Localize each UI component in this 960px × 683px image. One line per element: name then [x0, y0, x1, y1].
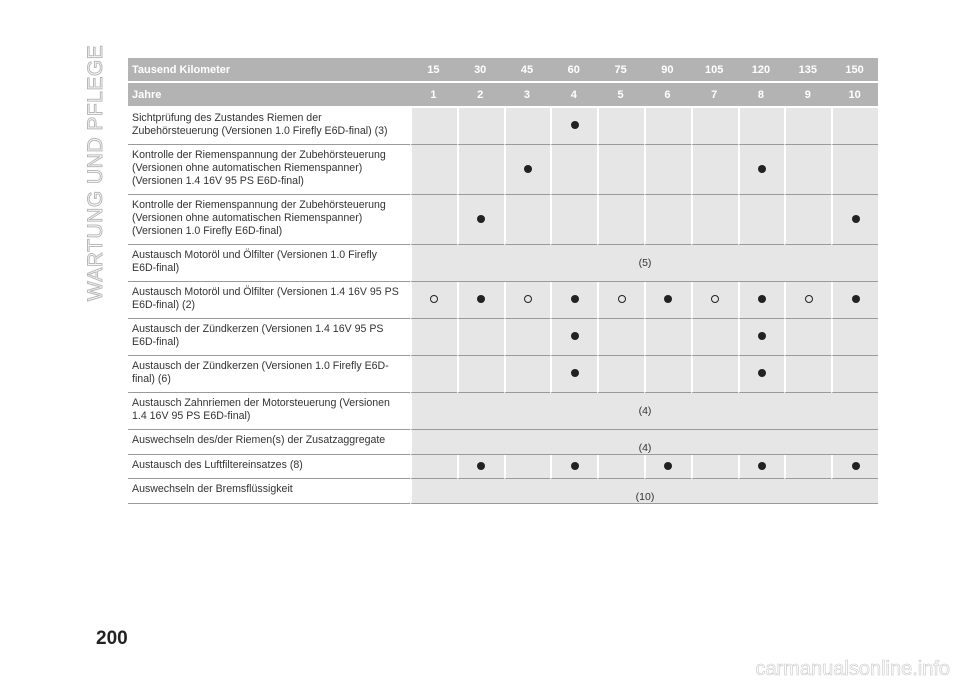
interval-cell [644, 356, 691, 393]
header-km-row-value: 105 [691, 58, 738, 83]
operation-description: Kontrolle der Riemenspannung der Zubehörsteuerung (Versionen ohne automatischen Riemenspanner) (Versionen 1.4 16V 95 PS E6D-final) [128, 145, 410, 195]
operation-description: Auswechseln des/der Riemen(s) der Zusatzaggregate [128, 430, 410, 455]
interval-cell [597, 145, 644, 195]
header-year-row-value: 10 [831, 83, 878, 108]
interval-cell [550, 282, 597, 319]
interval-cell [457, 455, 504, 479]
interval-cell [550, 356, 597, 393]
header-km-row-value: 90 [644, 58, 691, 83]
filled-dot-icon [571, 121, 579, 129]
interval-cell [550, 455, 597, 479]
filled-dot-icon [758, 165, 766, 173]
interval-cell [691, 108, 738, 145]
header-year-row-value: 1 [410, 83, 457, 108]
interval-cell [831, 356, 878, 393]
interval-cell [410, 319, 457, 356]
schedule-row [128, 393, 878, 430]
interval-cell [691, 195, 738, 245]
filled-dot-icon [477, 462, 485, 470]
interval-cell [644, 319, 691, 356]
filled-dot-icon [758, 332, 766, 340]
interval-cell [644, 145, 691, 195]
filled-dot-icon [477, 215, 485, 223]
header-year-row [128, 83, 878, 108]
interval-cell [784, 195, 831, 245]
interval-cell [644, 455, 691, 479]
interval-cell [784, 356, 831, 393]
filled-dot-icon [664, 462, 672, 470]
hollow-circle-icon [711, 295, 719, 303]
interval-cell [691, 145, 738, 195]
section-title-text: WARTUNG UND PFLEGE [84, 44, 107, 301]
interval-cell [831, 108, 878, 145]
schedule-note: (4) [410, 393, 878, 430]
interval-cell [784, 108, 831, 145]
filled-dot-icon [852, 462, 860, 470]
interval-cell [410, 108, 457, 145]
interval-cell [691, 356, 738, 393]
operation-description: Austausch der Zündkerzen (Versionen 1.0 Firefly E6D-final) (6) [128, 356, 410, 393]
schedule-row [128, 245, 878, 282]
filled-dot-icon [477, 295, 485, 303]
schedule-row [128, 319, 878, 356]
interval-cell [597, 356, 644, 393]
filled-dot-icon [852, 295, 860, 303]
interval-cell [691, 282, 738, 319]
header-km-row-value: 120 [738, 58, 785, 83]
schedule-note: (4) [410, 430, 878, 455]
interval-cell [597, 195, 644, 245]
filled-dot-icon [758, 369, 766, 377]
header-year-row-label: Jahre [128, 83, 410, 108]
interval-cell [457, 108, 504, 145]
operation-description: Austausch Motoröl und Ölfilter (Versionen 1.0 Firefly E6D-final) [128, 245, 410, 282]
filled-dot-icon [571, 332, 579, 340]
interval-cell [597, 108, 644, 145]
header-year-row-value: 2 [457, 83, 504, 108]
interval-cell [457, 282, 504, 319]
interval-cell [784, 145, 831, 195]
interval-cell [784, 282, 831, 319]
interval-cell [644, 195, 691, 245]
interval-cell [504, 455, 551, 479]
interval-cell [738, 282, 785, 319]
schedule-row [128, 195, 878, 245]
interval-cell [504, 195, 551, 245]
interval-cell [784, 319, 831, 356]
interval-cell [738, 145, 785, 195]
schedule-row [128, 356, 878, 393]
interval-cell [644, 282, 691, 319]
filled-dot-icon [524, 165, 532, 173]
interval-cell [831, 455, 878, 479]
interval-cell [784, 455, 831, 479]
header-km-row-value: 135 [784, 58, 831, 83]
interval-cell [410, 282, 457, 319]
header-km-row-value: 75 [597, 58, 644, 83]
operation-description: Sichtprüfung des Zustandes Riemen der Zubehörsteuerung (Versionen 1.0 Firefly E6D-final) (3) [128, 108, 410, 145]
interval-cell [738, 455, 785, 479]
filled-dot-icon [758, 295, 766, 303]
header-year-row-value: 7 [691, 83, 738, 108]
page-number: 200 [96, 628, 128, 649]
filled-dot-icon [571, 369, 579, 377]
interval-cell [550, 145, 597, 195]
hollow-circle-icon [524, 295, 532, 303]
header-km-row [128, 58, 878, 83]
interval-cell [550, 195, 597, 245]
schedule-row [128, 282, 878, 319]
schedule-row [128, 430, 878, 455]
schedule-note: (10) [410, 479, 878, 504]
hollow-circle-icon [618, 295, 626, 303]
interval-cell [597, 319, 644, 356]
filled-dot-icon [664, 295, 672, 303]
header-year-row-value: 3 [504, 83, 551, 108]
maintenance-schedule-table [128, 58, 878, 504]
interval-cell [831, 282, 878, 319]
watermark: carmanualsonline.info [755, 658, 950, 680]
operation-description: Austausch Zahnriemen der Motorsteuerung (Versionen 1.4 16V 95 PS E6D-final) [128, 393, 410, 430]
operation-description: Austausch Motoröl und Ölfilter (Versionen 1.4 16V 95 PS E6D-final) (2) [128, 282, 410, 319]
interval-cell [457, 145, 504, 195]
schedule-row [128, 479, 878, 504]
header-year-row-value: 6 [644, 83, 691, 108]
filled-dot-icon [852, 215, 860, 223]
schedule-row [128, 455, 878, 479]
hollow-circle-icon [805, 295, 813, 303]
interval-cell [457, 319, 504, 356]
header-km-row-value: 15 [410, 58, 457, 83]
interval-cell [410, 455, 457, 479]
schedule-row [128, 145, 878, 195]
header-year-row-value: 9 [784, 83, 831, 108]
interval-cell [831, 195, 878, 245]
interval-cell [504, 319, 551, 356]
interval-cell [457, 356, 504, 393]
filled-dot-icon [571, 295, 579, 303]
interval-cell [410, 195, 457, 245]
hollow-circle-icon [430, 295, 438, 303]
header-km-row-value: 45 [504, 58, 551, 83]
header-year-row-value: 4 [550, 83, 597, 108]
interval-cell [550, 319, 597, 356]
header-km-row-value: 30 [457, 58, 504, 83]
filled-dot-icon [758, 462, 766, 470]
header-km-row-value: 150 [831, 58, 878, 83]
section-title-vertical [82, 44, 110, 301]
schedule-row [128, 108, 878, 145]
operation-description: Austausch der Zündkerzen (Versionen 1.4 16V 95 PS E6D-final) [128, 319, 410, 356]
interval-cell [738, 108, 785, 145]
interval-cell [691, 319, 738, 356]
interval-cell [691, 455, 738, 479]
filled-dot-icon [571, 462, 579, 470]
interval-cell [504, 282, 551, 319]
header-km-row-label: Tausend Kilometer [128, 58, 410, 83]
interval-cell [457, 195, 504, 245]
interval-cell [504, 145, 551, 195]
interval-cell [738, 356, 785, 393]
operation-description: Austausch des Luftfiltereinsatzes (8) [128, 455, 410, 479]
interval-cell [410, 145, 457, 195]
interval-cell [504, 356, 551, 393]
interval-cell [597, 455, 644, 479]
header-year-row-value: 5 [597, 83, 644, 108]
interval-cell [738, 195, 785, 245]
interval-cell [504, 108, 551, 145]
interval-cell [550, 108, 597, 145]
operation-description: Auswechseln der Bremsflüssigkeit [128, 479, 410, 504]
interval-cell [831, 319, 878, 356]
operation-description: Kontrolle der Riemenspannung der Zubehörsteuerung (Versionen ohne automatischen Riemenspanner) (Versionen 1.0 Firefly E6D-final) [128, 195, 410, 245]
header-km-row-value: 60 [550, 58, 597, 83]
interval-cell [831, 145, 878, 195]
schedule-note: (5) [410, 245, 878, 282]
interval-cell [597, 282, 644, 319]
interval-cell [738, 319, 785, 356]
header-year-row-value: 8 [738, 83, 785, 108]
interval-cell [644, 108, 691, 145]
interval-cell [410, 356, 457, 393]
